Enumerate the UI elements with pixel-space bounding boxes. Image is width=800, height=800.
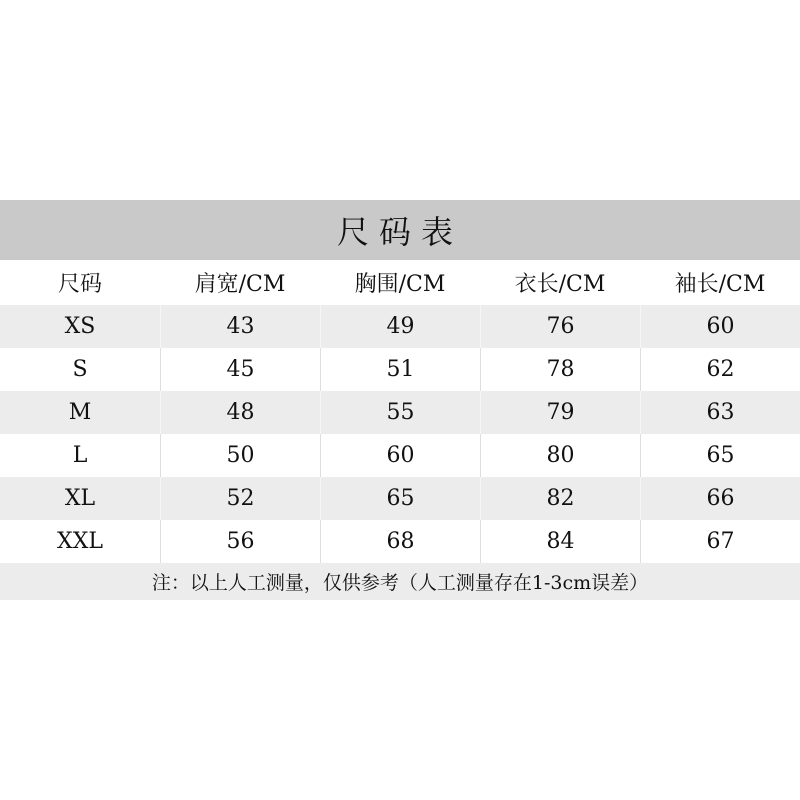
shoulder-cell: 48 [160, 391, 320, 434]
table-row [0, 520, 800, 563]
column-header-sleeve: 袖长/CM [674, 272, 766, 297]
size-cell: XS [64, 314, 96, 339]
table-row [0, 348, 800, 391]
shoulder-cell: 50 [160, 434, 320, 477]
chest-cell: 49 [320, 305, 480, 348]
size-cell: XL [64, 486, 96, 511]
size-table [0, 260, 800, 563]
shoulder-cell: 56 [160, 520, 320, 563]
shoulder-cell: 45 [160, 348, 320, 391]
size-cell: XXL [57, 529, 103, 554]
table-header-row [0, 260, 800, 305]
column-header-length: 衣长/CM [514, 272, 606, 297]
sleeve-cell: 67 [640, 520, 800, 563]
length-cell: 79 [480, 391, 640, 434]
length-cell: 82 [480, 477, 640, 520]
length-cell: 80 [480, 434, 640, 477]
chest-cell: 68 [320, 520, 480, 563]
size-chart [0, 200, 800, 600]
chest-cell: 60 [320, 434, 480, 477]
chest-cell: 65 [320, 477, 480, 520]
table-row [0, 434, 800, 477]
measurement-note: 注：以上人工测量，仅供参考（人工测量存在1-3cm误差） [0, 563, 800, 600]
size-chart-title: 尺码表 [0, 200, 800, 260]
shoulder-cell: 43 [160, 305, 320, 348]
chest-cell: 55 [320, 391, 480, 434]
size-cell: M [68, 400, 92, 425]
size-cell: S [72, 357, 88, 382]
length-cell: 76 [480, 305, 640, 348]
column-header-chest: 胸围/CM [354, 272, 446, 297]
table-row [0, 477, 800, 520]
size-cell: L [72, 443, 88, 468]
length-cell: 78 [480, 348, 640, 391]
length-cell: 84 [480, 520, 640, 563]
sleeve-cell: 62 [640, 348, 800, 391]
sleeve-cell: 60 [640, 305, 800, 348]
table-row [0, 305, 800, 348]
column-header-size: 尺码 [57, 272, 102, 297]
table-row [0, 391, 800, 434]
column-header-shoulder: 肩宽/CM [194, 272, 286, 297]
shoulder-cell: 52 [160, 477, 320, 520]
chest-cell: 51 [320, 348, 480, 391]
sleeve-cell: 63 [640, 391, 800, 434]
sleeve-cell: 65 [640, 434, 800, 477]
sleeve-cell: 66 [640, 477, 800, 520]
